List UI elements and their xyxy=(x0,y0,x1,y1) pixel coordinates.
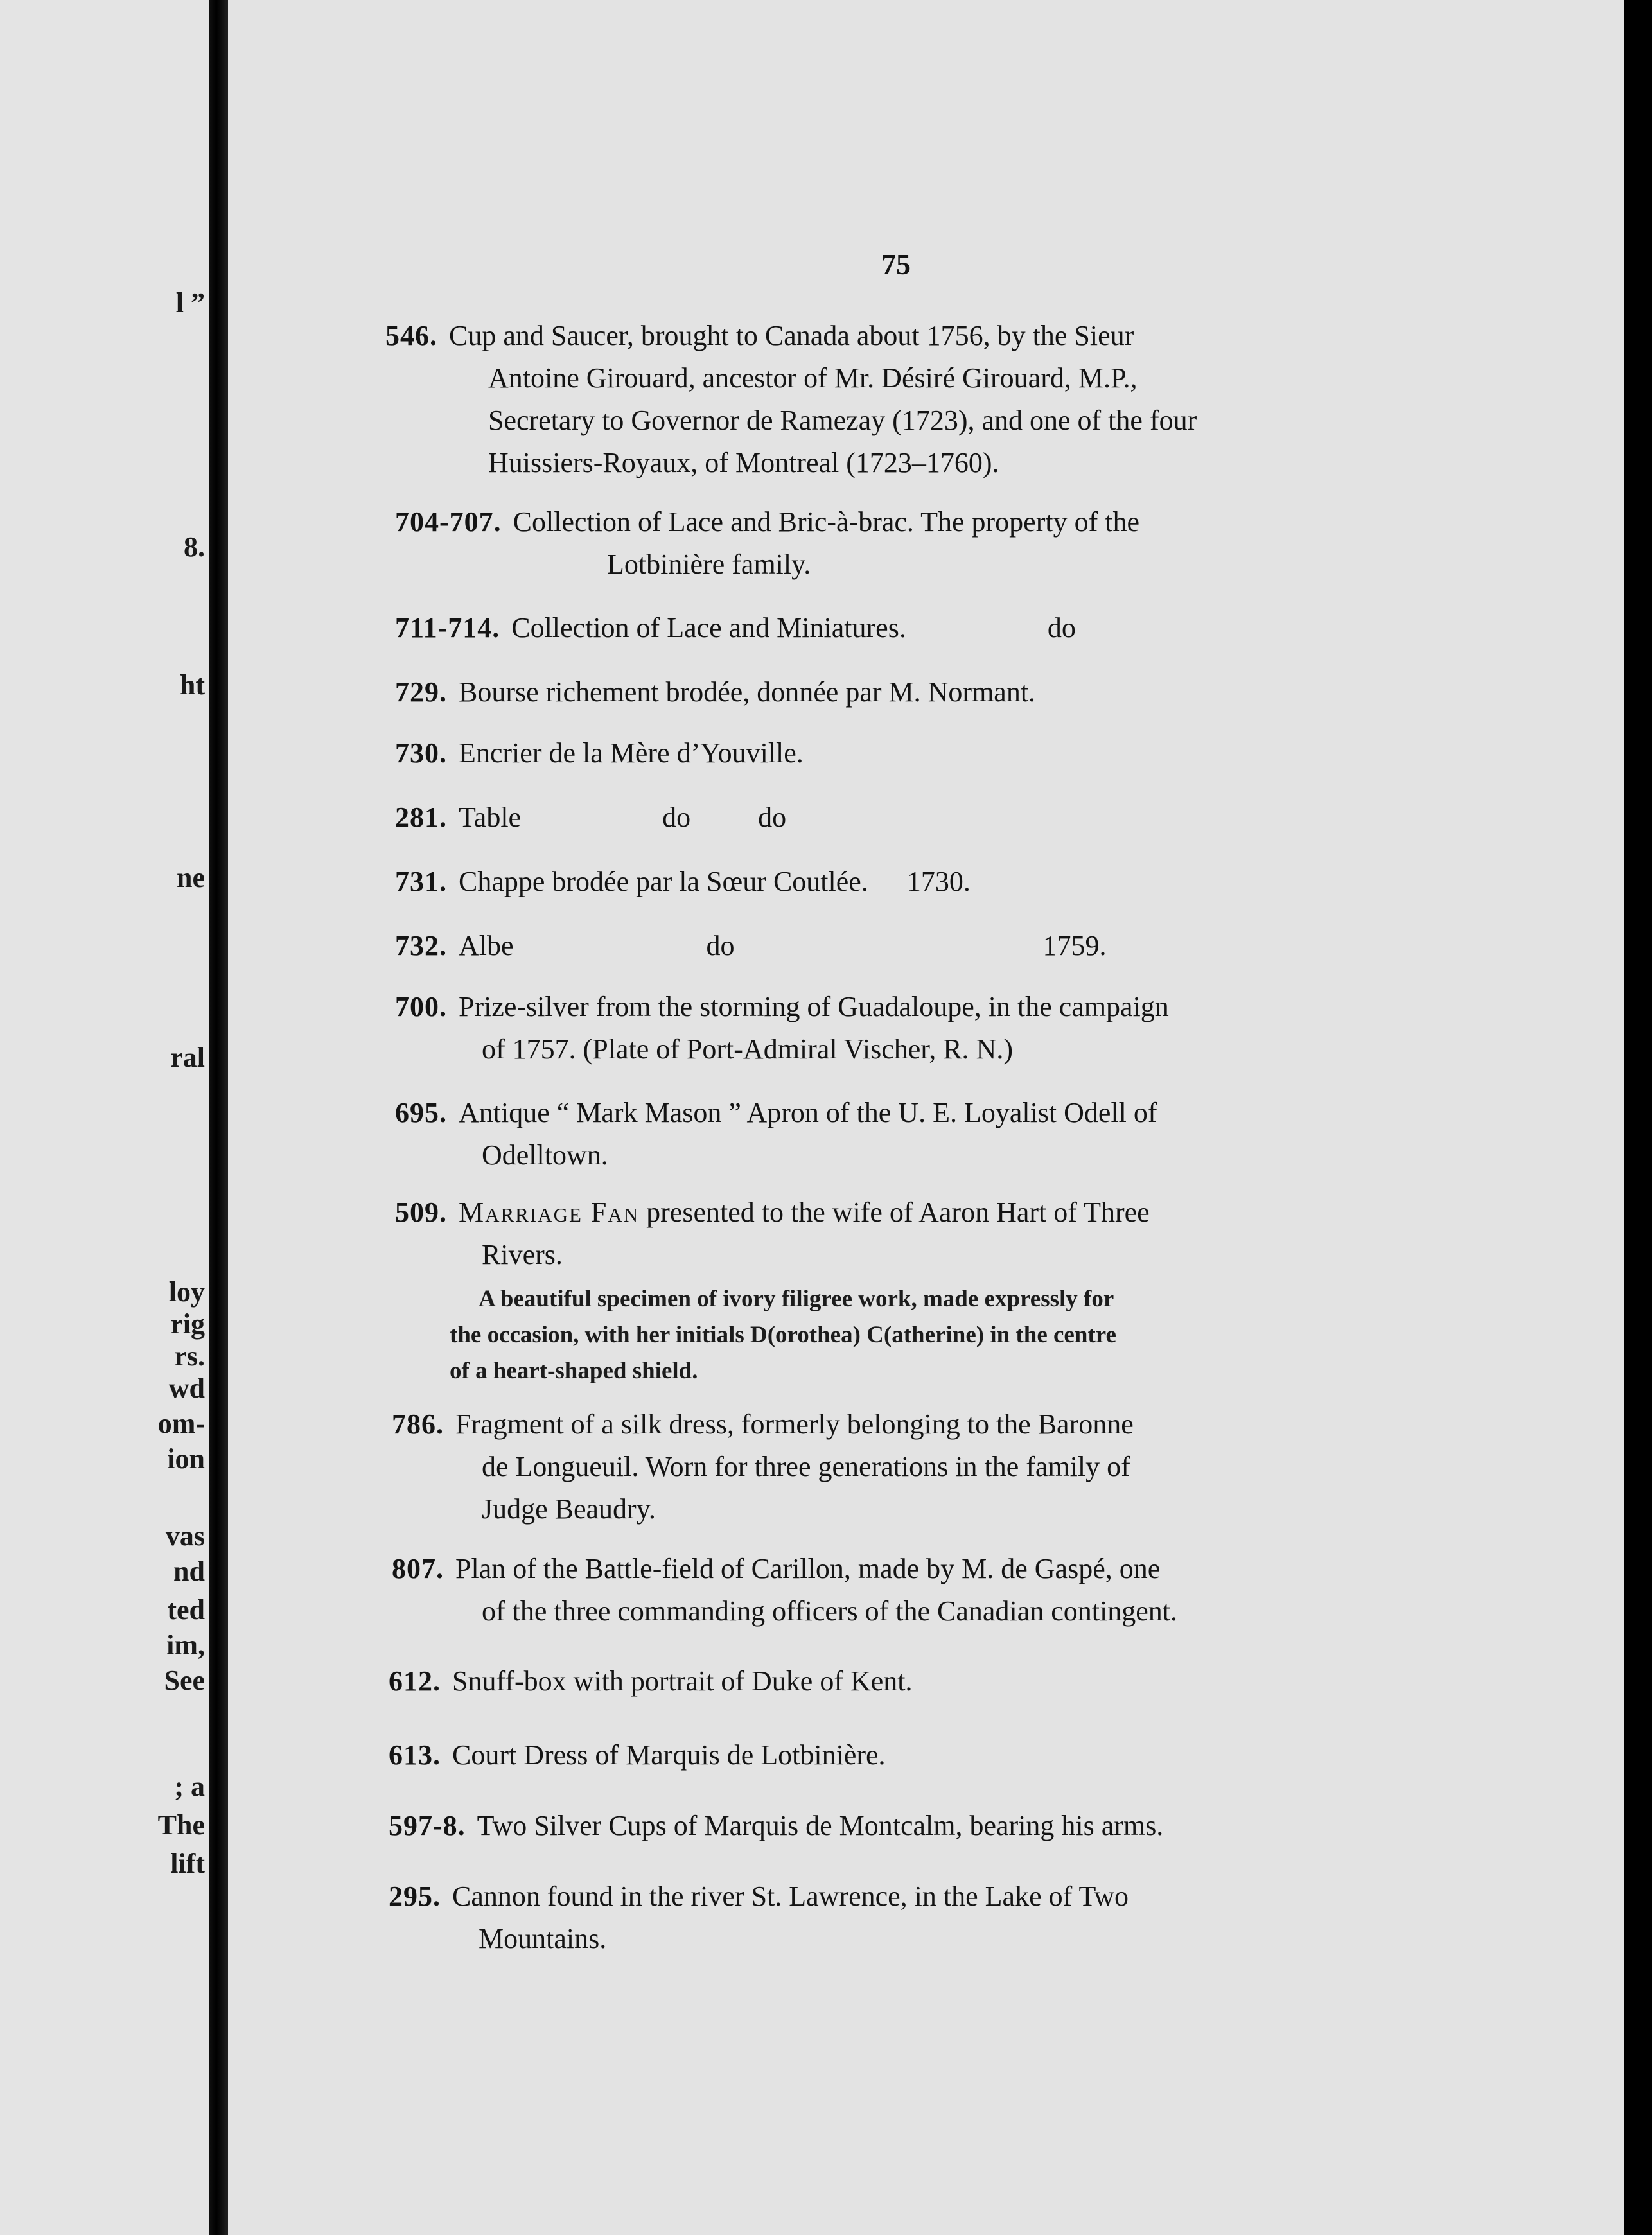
prev-page-fragment: l ” xyxy=(175,287,205,319)
prev-page-fragment: See xyxy=(164,1665,205,1696)
entry-text-line: Cup and Saucer, brought to Canada about 1756, by the Sieur xyxy=(449,320,1134,351)
catalogue-entry xyxy=(395,501,1410,586)
entry-text-line: Table xyxy=(459,802,522,833)
entry-text-line: presented to the wife of Aaron Hart of Three xyxy=(646,1196,1150,1228)
entry-number: 546. xyxy=(385,320,437,351)
entry-number: 786. xyxy=(392,1408,444,1440)
catalogue-entry xyxy=(395,861,1410,903)
note-line: A beautiful specimen of ivory filigree work, made expressly for xyxy=(479,1286,1114,1312)
prev-page-fragment: ral xyxy=(170,1042,205,1073)
entry-number: 730. xyxy=(395,737,447,769)
catalogue-entry xyxy=(395,732,1410,775)
entry-text-line: Collection of Lace and Bric-à-brac. The property of the xyxy=(513,506,1139,538)
entry-text-line: of the three commanding officers of the Canadian contingent. xyxy=(482,1595,1177,1627)
entry-number: 732. xyxy=(395,930,447,961)
entry-text-line: Chappe brodée par la Sœur Coutlée. xyxy=(459,866,868,897)
note-line: of a heart-shaped shield. xyxy=(450,1358,698,1384)
catalogue-entry xyxy=(395,1092,1410,1177)
catalogue-entry xyxy=(385,315,1400,484)
catalogue-entry xyxy=(389,1805,1403,1847)
entry-number: 729. xyxy=(395,676,447,708)
entry-number: 295. xyxy=(389,1880,441,1912)
prev-page-fragment: ion xyxy=(167,1443,205,1475)
prev-page-fragment: vas xyxy=(165,1520,205,1552)
entry-text-line: de Longueuil. Worn for three generations in the family of xyxy=(482,1451,1130,1482)
page-edge-shadow xyxy=(1624,0,1638,2235)
entry-text-line: Huissiers-Royaux, of Montreal (1723–1760). xyxy=(488,447,999,478)
entry-text-line: Antoine Girouard, ancestor of Mr. Désiré Girouard, M.P., xyxy=(488,362,1138,394)
entry-text-line: Albe xyxy=(459,930,514,961)
prev-page-fragment: loy xyxy=(168,1276,205,1308)
catalogue-entry xyxy=(395,1191,1410,1276)
entry-number: 613. xyxy=(389,1739,441,1771)
prev-page-fragment: im, xyxy=(166,1629,205,1661)
catalogue-entry xyxy=(389,1875,1403,1960)
page-number: 75 xyxy=(881,248,911,281)
prev-page-fragment: ; a xyxy=(174,1771,205,1802)
catalogue-entry xyxy=(389,1734,1403,1776)
entry-text-line: Bourse richement brodée, donnée par M. Normant. xyxy=(459,676,1036,708)
entry-text-line: Lotbinière family. xyxy=(607,548,811,580)
entry-title: Marriage Fan xyxy=(459,1196,640,1228)
catalogue-entry xyxy=(395,986,1410,1071)
prev-page-fragment: The xyxy=(157,1809,205,1841)
entry-text-line: Encrier de la Mère d’Youville. xyxy=(459,737,804,769)
entry-note xyxy=(450,1281,1378,1389)
catalogue-entry xyxy=(395,671,1410,714)
entry-number: 509. xyxy=(395,1196,447,1228)
prev-page-fragment: ht xyxy=(179,669,205,701)
entry-number: 700. xyxy=(395,991,447,1022)
entry-text-line: Cannon found in the river St. Lawrence, in the Lake of Two xyxy=(452,1880,1129,1912)
catalogue-entry xyxy=(392,1548,1407,1633)
catalogue-entry xyxy=(395,925,1410,967)
entry-text-line: Snuff-box with portrait of Duke of Kent. xyxy=(452,1665,913,1697)
note-line: the occasion, with her initials D(orothea) C(atherine) in the centre xyxy=(450,1322,1116,1348)
prev-page-fragment: rig xyxy=(170,1308,205,1340)
entry-number: 711-714. xyxy=(395,612,500,644)
entry-text-line: Plan of the Battle-field of Carillon, made by M. de Gaspé, one xyxy=(455,1553,1161,1584)
entry-text-line: Mountains. xyxy=(479,1923,607,1954)
entry-number: 807. xyxy=(392,1553,444,1584)
prev-page-fragment: om- xyxy=(157,1408,205,1439)
prev-page-fragment: 8. xyxy=(184,531,205,563)
ditto-mark: do xyxy=(1047,612,1076,644)
book-gutter xyxy=(209,0,228,2235)
entry-text-line: Judge Beaudry. xyxy=(482,1493,656,1525)
entry-text-line: Rivers. xyxy=(482,1239,563,1270)
entry-number: 704-707. xyxy=(395,506,502,538)
entry-date: 1730. xyxy=(906,866,971,897)
ditto-mark: do xyxy=(758,802,787,833)
entry-date: 1759. xyxy=(1042,930,1107,961)
entry-number: 731. xyxy=(395,866,447,897)
entry-text-line: Secretary to Governor de Ramezay (1723), and one of the four xyxy=(488,405,1197,436)
entry-text-line: Prize-silver from the storming of Guadaloupe, in the campaign xyxy=(459,991,1169,1022)
entry-text-line: Collection of Lace and Miniatures. xyxy=(511,612,906,644)
entry-text-line: Two Silver Cups of Marquis de Montcalm, bearing his arms. xyxy=(477,1810,1164,1841)
prev-page-fragment: nd xyxy=(173,1556,205,1587)
entry-number: 597-8. xyxy=(389,1810,466,1841)
prev-page-fragment: rs. xyxy=(174,1340,205,1372)
entry-text-line: Fragment of a silk dress, formerly belonging to the Baronne xyxy=(455,1408,1134,1440)
prev-page-fragment: wd xyxy=(168,1372,205,1404)
catalogue-entry xyxy=(389,1660,1403,1703)
entry-text-line: Court Dress of Marquis de Lotbinière. xyxy=(452,1739,886,1771)
prev-page-fragment: ted xyxy=(167,1594,205,1626)
entry-number: 281. xyxy=(395,802,447,833)
catalogue-entry xyxy=(395,796,1410,839)
entry-number: 612. xyxy=(389,1665,441,1697)
prev-page-fragment: ne xyxy=(177,862,205,893)
catalogue-entry xyxy=(392,1403,1407,1530)
prev-page-fragment: lift xyxy=(170,1848,205,1879)
entry-number: 695. xyxy=(395,1097,447,1128)
ditto-mark: do xyxy=(706,930,735,961)
entry-text-line: Odelltown. xyxy=(482,1139,608,1171)
previous-page-edge xyxy=(0,0,209,2235)
entry-text-line: of 1757. (Plate of Port-Admiral Vischer, R. N.) xyxy=(482,1033,1013,1065)
entry-text-line: Antique “ Mark Mason ” Apron of the U. E. Loyalist Odell of xyxy=(459,1097,1157,1128)
catalogue-entry xyxy=(395,607,1410,649)
ditto-mark: do xyxy=(662,802,691,833)
